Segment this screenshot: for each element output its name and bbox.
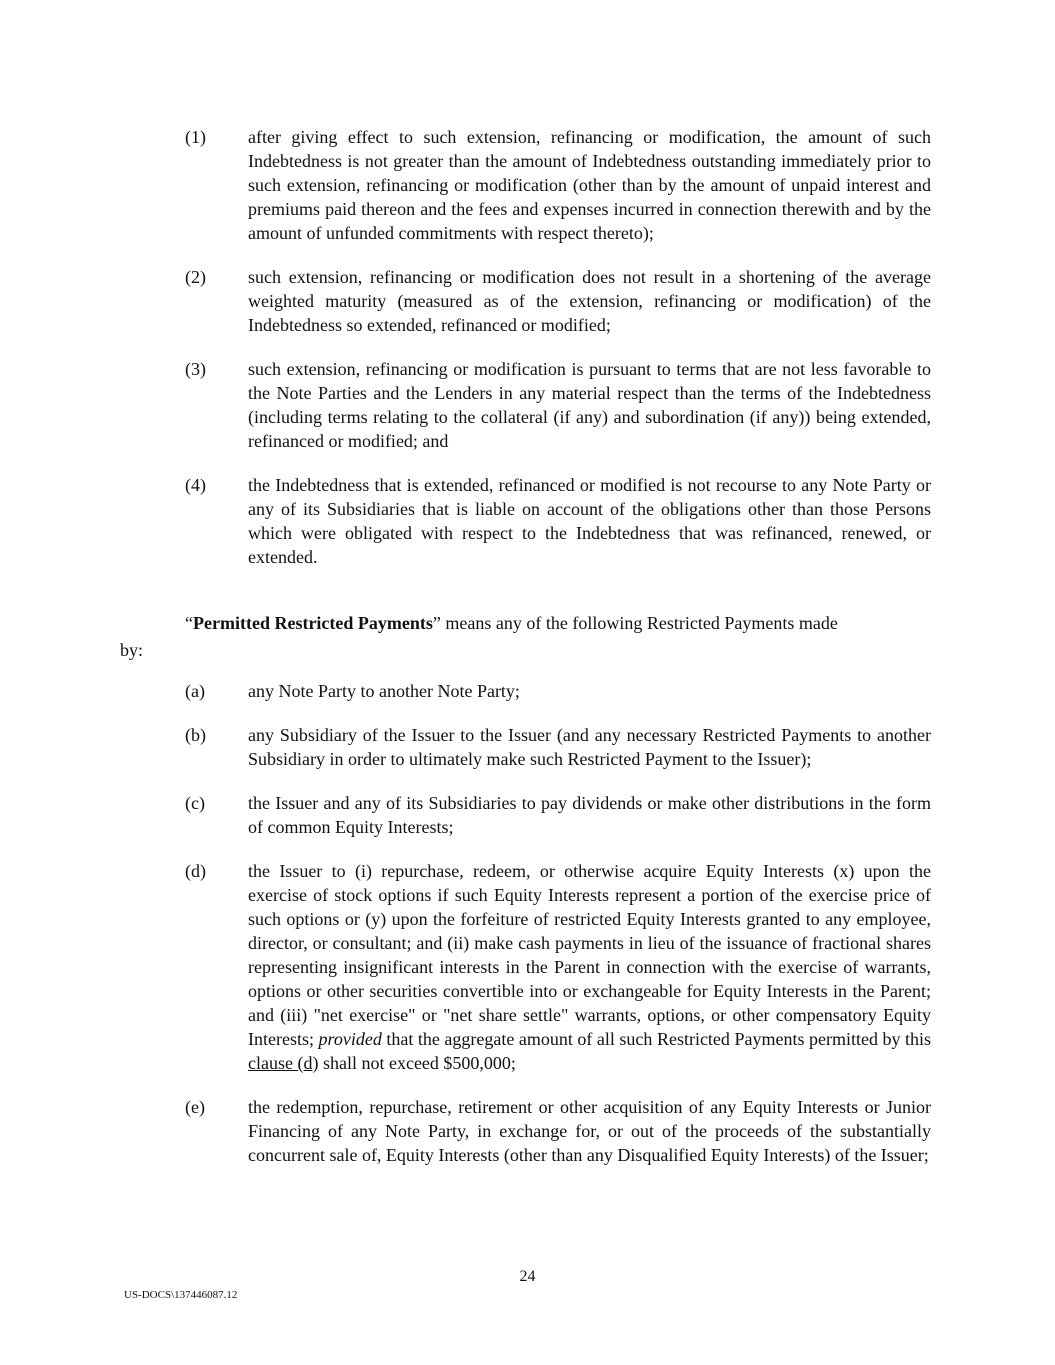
clause-number: (4) xyxy=(185,475,206,495)
clause-d xyxy=(185,859,931,1075)
clause-number: (2) xyxy=(185,267,206,287)
clause-2 xyxy=(185,265,931,337)
defined-term: Permitted Restricted Payments xyxy=(193,613,433,633)
clause-c xyxy=(185,791,931,839)
clause-text: after giving effect to such extension, refinancing or modification, the amount of such Indebtedness is not greater than the amount of Indebtedness outstanding immediately prior to such extension, refinancing or modification (other than by the amount of unpaid interest and premiums paid thereon and the fees and expenses incurred in connection therewith and by the amount of unfunded commitments with respect thereto); xyxy=(248,127,931,243)
clause-a xyxy=(185,679,931,703)
clause-e xyxy=(185,1095,931,1167)
clause-d-text-1: the Issuer to (i) repurchase, redeem, or otherwise acquire Equity Interests (x) upon the exercise of stock options if such Equity Interests represent a portion of the exercise price of such options or (y) upon the forfeiture of restricted Equity Interests granted to any employee, director, or consultant; and (ii) make cash payments in lieu of the issuance of fractional shares representing insignificant interests in the Parent in connection with the exercise of warrants, options or other securities convertible into or exchangeable for Equity Interests in the Parent; and (iii) "net exercise" or "net share settle" warrants, options, or other compensatory Equity Interests; xyxy=(248,861,931,1049)
clause-4 xyxy=(185,473,931,569)
clause-text: such extension, refinancing or modification is pursuant to terms that are not less favorable to the Note Parties and the Lenders in any material respect than the terms of the Indebtedness (including terms relating to the collateral (if any) and subordination (if any)) being extended, refinanced or modified; and xyxy=(248,359,931,451)
clause-d-text-3: shall not exceed $500,000; xyxy=(318,1053,516,1073)
clause-b xyxy=(185,723,931,771)
numbered-clause-list xyxy=(185,125,931,589)
clause-letter: (b) xyxy=(185,725,206,745)
clause-text: any Subsidiary of the Issuer to the Issuer (and any necessary Restricted Payments to another Subsidiary in order to ultimately make such Restricted Payment to the Issuer); xyxy=(248,725,931,769)
clause-letter: (e) xyxy=(185,1097,205,1117)
clause-text: the redemption, repurchase, retirement or other acquisition of any Equity Interests or Junior Financing of any Note Party, in exchange for, or out of the proceeds of the substantially concurrent sale of, Equity Interests (other than any Disqualified Equity Interests) of the Issuer; xyxy=(248,1097,931,1165)
page-number: 24 xyxy=(519,1268,536,1285)
clause-number: (3) xyxy=(185,359,206,379)
clause-3 xyxy=(185,357,931,453)
lettered-clause-list xyxy=(185,679,931,1187)
provided-italic: provided xyxy=(318,1029,382,1049)
definition-paragraph xyxy=(120,611,931,662)
clause-text: the Issuer and any of its Subsidiaries to pay dividends or make other distributions in the form of common Equity Interests; xyxy=(248,793,931,837)
close-quote: ” xyxy=(432,613,441,633)
clause-letter: (a) xyxy=(185,681,205,701)
clause-d-text-2: that the aggregate amount of all such Restricted Payments permitted by this xyxy=(381,1029,932,1049)
clause-number: (1) xyxy=(185,127,206,147)
clause-letter: (d) xyxy=(185,861,206,881)
document-id: US-DOCS\137446087.12 xyxy=(124,1289,238,1301)
definition-text: means any of the following Restricted Payments made xyxy=(440,613,838,633)
open-quote: “ xyxy=(185,613,193,633)
clause-d-reference: clause (d) xyxy=(248,1053,319,1073)
clause-1 xyxy=(185,125,931,245)
clause-text: such extension, refinancing or modification does not result in a shortening of the average weighted maturity (measured as of the extension, refinancing or modification) of the Indebtedness so extended, refinanced or modified; xyxy=(248,267,931,335)
clause-text: any Note Party to another Note Party; xyxy=(248,681,520,701)
clause-text: the Indebtedness that is extended, refinanced or modified is not recourse to any Note Party or any of its Subsidiaries that is liable on account of the obligations other than those Persons which were obligated with respect to the Indebtedness that was refinanced, renewed, or extended. xyxy=(248,475,931,567)
clause-letter: (c) xyxy=(185,793,205,813)
clause-text xyxy=(248,859,931,1075)
definition-continuation: by: xyxy=(120,640,144,660)
